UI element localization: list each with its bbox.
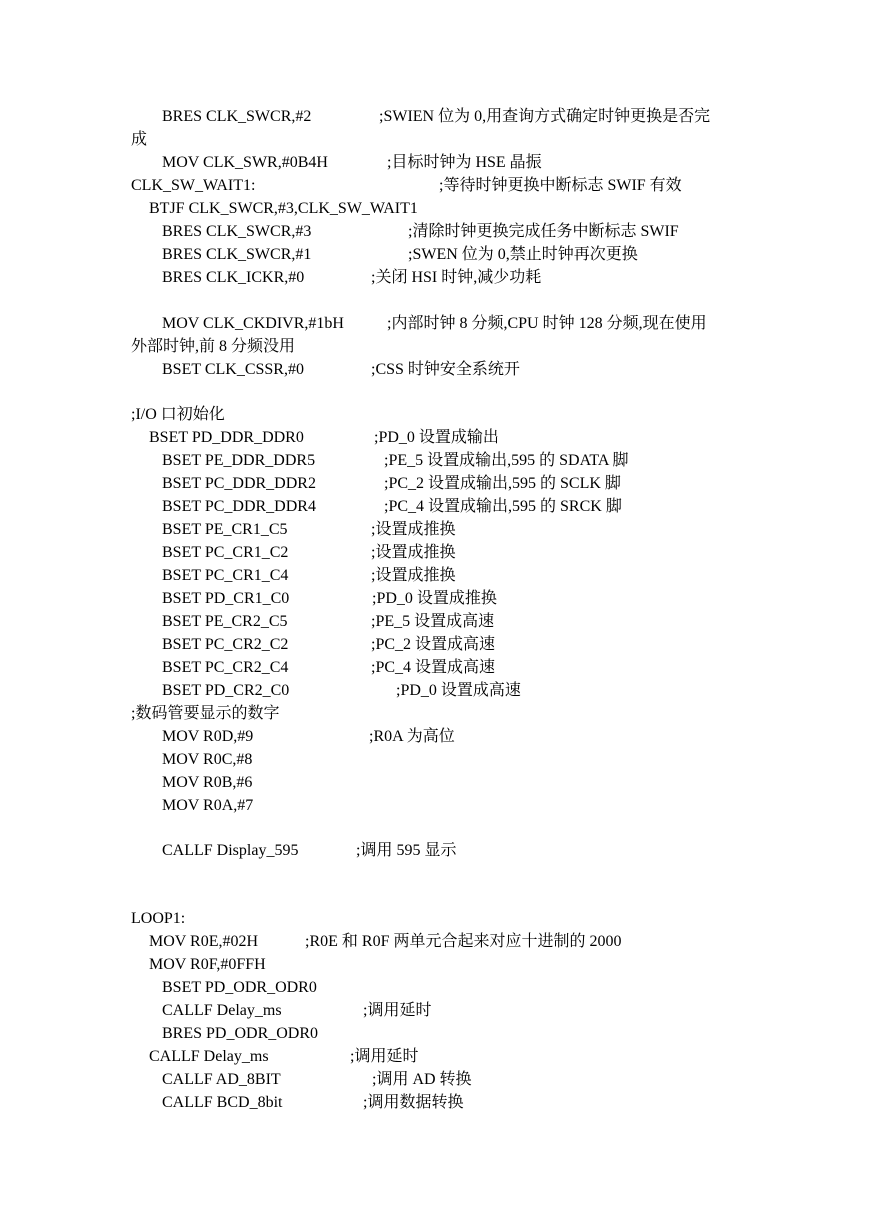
- code-comment: ;SWIEN 位为 0,用查询方式确定时钟更换是否完: [379, 108, 711, 125]
- code-line: [162, 474, 621, 494]
- code-line: [162, 222, 679, 242]
- code-text: ;I/O 口初始化: [131, 406, 225, 423]
- code-comment: ;R0A 为高位: [369, 728, 455, 745]
- code-line: [149, 932, 622, 952]
- code-comment: ;PE_5 设置成高速: [371, 613, 495, 630]
- code-text: MOV CLK_CKDIVR,#1bH: [162, 315, 344, 332]
- code-line: [162, 520, 456, 540]
- code-label-line: [131, 909, 185, 929]
- code-line: [162, 635, 496, 655]
- code-text: CALLF Delay_ms: [162, 1002, 282, 1019]
- code-label: LOOP1:: [131, 910, 186, 927]
- code-line: [162, 681, 521, 701]
- code-line: [162, 1024, 318, 1044]
- code-line: [162, 268, 542, 288]
- code-line: [162, 314, 707, 334]
- code-text: BSET CLK_CSSR,#0: [162, 361, 304, 378]
- code-text: MOV R0D,#9: [162, 728, 254, 745]
- code-text: BRES CLK_SWCR,#2: [162, 108, 312, 125]
- code-line: [162, 727, 455, 747]
- code-line: [162, 360, 520, 380]
- code-text: CALLF Display_595: [162, 842, 299, 859]
- code-comment: ;设置成推换: [371, 544, 456, 561]
- code-line: [131, 130, 147, 150]
- code-text: BSET PC_DDR_DDR2: [162, 475, 316, 492]
- code-line: [162, 153, 542, 173]
- code-line: [162, 1093, 464, 1113]
- code-text: MOV CLK_SWR,#0B4H: [162, 154, 328, 171]
- code-comment: ;清除时钟更换完成任务中断标志 SWIF: [408, 223, 679, 240]
- code-comment: ;目标时钟为 HSE 晶振: [387, 154, 542, 171]
- code-text: 成: [131, 131, 148, 148]
- code-text: CALLF BCD_8bit: [162, 1094, 283, 1111]
- code-comment: ;PC_4 设置成高速: [371, 659, 496, 676]
- code-line: [162, 107, 711, 127]
- code-text: BSET PD_CR1_C0: [162, 590, 290, 607]
- code-text: BSET PC_DDR_DDR4: [162, 498, 316, 515]
- code-text: BRES CLK_SWCR,#1: [162, 246, 312, 263]
- code-text: BSET PD_DDR_DDR0: [149, 429, 304, 446]
- code-text: ;数码管要显示的数字: [131, 705, 280, 722]
- code-comment: ;设置成推换: [371, 567, 456, 584]
- code-line: [131, 337, 295, 357]
- code-line: [162, 750, 252, 770]
- code-comment: ;PC_4 设置成输出,595 的 SRCK 脚: [384, 498, 622, 515]
- code-line: [162, 1001, 432, 1021]
- code-comment: ;调用数据转换: [363, 1094, 464, 1111]
- code-line: [162, 658, 496, 678]
- code-text: CALLF AD_8BIT: [162, 1071, 281, 1088]
- code-line: [162, 1070, 472, 1090]
- code-text: BSET PE_CR1_C5: [162, 521, 288, 538]
- code-comment: ;调用延时: [363, 1002, 432, 1019]
- code-text: BSET PE_CR2_C5: [162, 613, 288, 630]
- code-line: [162, 612, 495, 632]
- code-label: CLK_SW_WAIT1:: [131, 177, 256, 194]
- code-text: CALLF Delay_ms: [149, 1048, 269, 1065]
- code-comment: ;设置成推换: [371, 521, 456, 538]
- code-line: [149, 1047, 419, 1067]
- code-comment: ;PD_0 设置成输出: [374, 429, 499, 446]
- code-text: MOV R0F,#0FFH: [149, 956, 266, 973]
- code-text: MOV R0C,#8: [162, 751, 253, 768]
- code-text: MOV R0B,#6: [162, 774, 253, 791]
- section-comment: [131, 405, 225, 425]
- code-line: [162, 543, 456, 563]
- code-text: BSET PD_ODR_ODR0: [162, 979, 317, 996]
- code-text: BSET PE_DDR_DDR5: [162, 452, 316, 469]
- code-line: [162, 497, 622, 517]
- section-comment: [131, 704, 279, 724]
- code-text: BSET PC_CR2_C2: [162, 636, 289, 653]
- code-text: BSET PC_CR1_C2: [162, 544, 289, 561]
- code-line: [149, 955, 266, 975]
- code-text: BRES CLK_ICKR,#0: [162, 269, 305, 286]
- code-line: [149, 199, 418, 219]
- code-line: [131, 176, 682, 196]
- code-line: [162, 451, 629, 471]
- code-line: [162, 566, 456, 586]
- code-comment: ;关闭 HSI 时钟,减少功耗: [371, 269, 542, 286]
- code-comment: ;SWEN 位为 0,禁止时钟再次更换: [408, 246, 638, 263]
- code-comment: ;调用 595 显示: [356, 842, 457, 859]
- code-comment: ;等待时钟更换中断标志 SWIF 有效: [439, 177, 682, 194]
- code-text: BRES PD_ODR_ODR0: [162, 1025, 319, 1042]
- code-text: BTJF CLK_SWCR,#3,CLK_SW_WAIT1: [149, 200, 418, 217]
- code-comment: ;PD_0 设置成推换: [372, 590, 497, 607]
- code-comment: ;内部时钟 8 分频,CPU 时钟 128 分频,现在使用: [387, 315, 707, 332]
- code-line: [162, 796, 253, 816]
- code-comment: ;R0E 和 R0F 两单元合起来对应十进制的 2000: [305, 933, 622, 950]
- code-comment: ;PC_2 设置成输出,595 的 SCLK 脚: [384, 475, 621, 492]
- code-text: 外部时钟,前 8 分频没用: [131, 338, 296, 355]
- code-comment: ;CSS 时钟安全系统开: [371, 361, 520, 378]
- code-comment: ;PD_0 设置成高速: [396, 682, 521, 699]
- code-text: MOV R0E,#02H: [149, 933, 259, 950]
- code-line: [162, 841, 457, 861]
- code-line: [162, 589, 497, 609]
- code-line: [149, 428, 499, 448]
- code-comment: ;PC_2 设置成高速: [371, 636, 496, 653]
- code-line: [162, 773, 252, 793]
- code-comment: ;调用 AD 转换: [372, 1071, 472, 1088]
- code-text: MOV R0A,#7: [162, 797, 254, 814]
- code-comment: ;调用延时: [350, 1048, 419, 1065]
- code-line: [162, 978, 317, 998]
- code-comment: ;PE_5 设置成输出,595 的 SDATA 脚: [384, 452, 629, 469]
- code-text: BSET PC_CR1_C4: [162, 567, 289, 584]
- code-text: BSET PC_CR2_C4: [162, 659, 289, 676]
- code-line: [162, 245, 638, 265]
- code-text: BSET PD_CR2_C0: [162, 682, 290, 699]
- code-text: BRES CLK_SWCR,#3: [162, 223, 312, 240]
